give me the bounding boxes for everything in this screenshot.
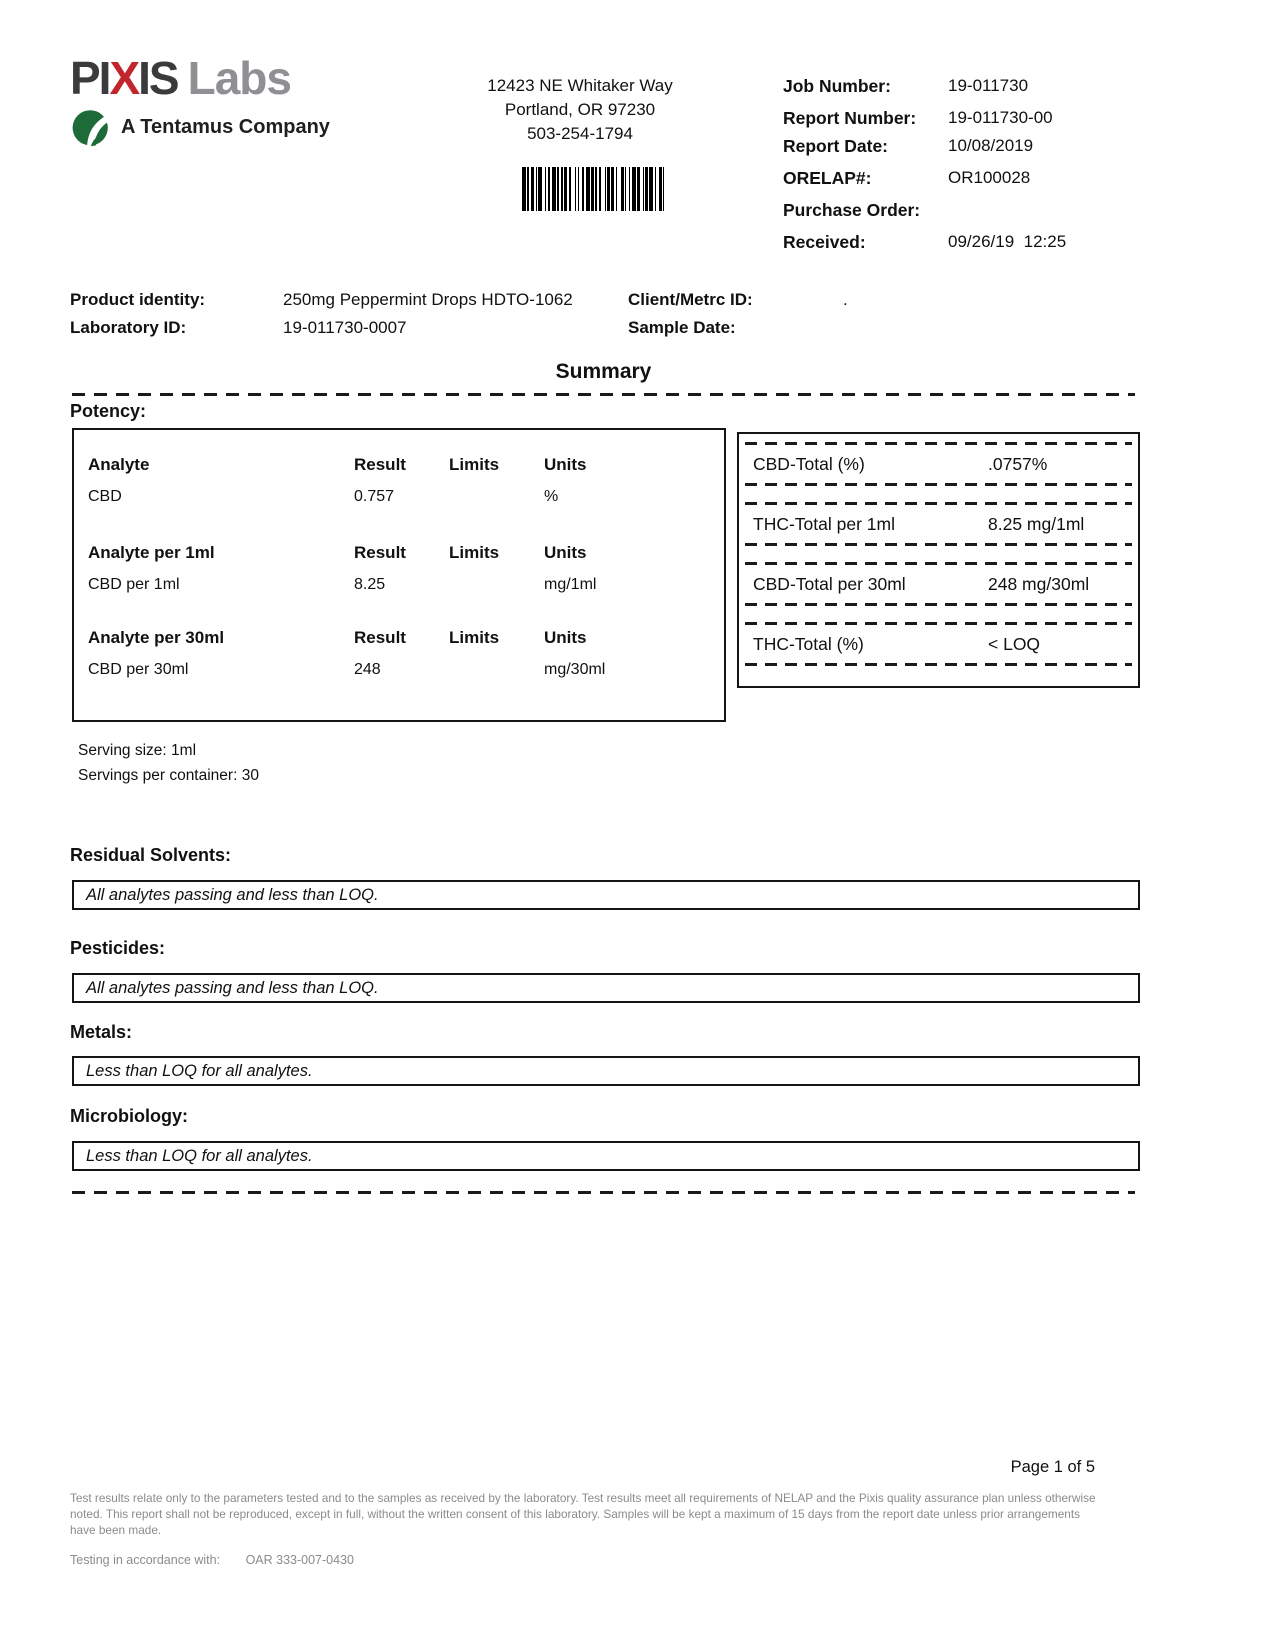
job-number-value: 19-011730 — [948, 76, 1029, 95]
lab-address — [420, 74, 740, 146]
page-number: Page 1 of 5 — [1010, 1458, 1095, 1476]
logo-text-labs: Labs — [187, 52, 291, 104]
total-value: 8.25 mg/1ml — [988, 514, 1085, 534]
metals-result-box — [72, 1056, 1140, 1086]
col-header-units: Units — [544, 628, 587, 647]
metals-heading: Metals: — [70, 1022, 133, 1042]
summary-title: Summary — [555, 360, 652, 383]
potency-totals-box — [737, 432, 1140, 688]
analyte-units: mg/1ml — [544, 576, 597, 593]
report-date-value: 10/08/2019 — [948, 136, 1034, 155]
laboratory-id-label: Laboratory ID: — [70, 318, 187, 337]
metals-result: Less than LOQ for all analytes. — [86, 1062, 313, 1080]
purchase-order-label: Purchase Order: — [783, 200, 921, 220]
report-number-value: 19-011730-00 — [948, 108, 1053, 127]
microbiology-result: Less than LOQ for all analytes. — [86, 1147, 313, 1165]
analyte-result: 8.25 — [354, 576, 386, 593]
sample-date-label: Sample Date: — [628, 318, 736, 337]
analyte-name: CBD — [88, 488, 122, 505]
logo-text-is: IS — [138, 52, 178, 104]
residual-solvents-heading: Residual Solvents: — [70, 845, 232, 865]
report-number-label: Report Number: — [783, 108, 917, 128]
residual-solvents-result: All analytes passing and less than LOQ. — [86, 886, 379, 904]
col-header-result: Result — [354, 455, 406, 474]
col-header-analyte-30ml: Analyte per 30ml — [88, 628, 225, 647]
total-label: THC-Total (%) — [753, 634, 864, 654]
potency-heading: Potency: — [70, 401, 147, 421]
servings-per-container: Servings per container: 30 — [78, 767, 259, 784]
total-row-cbd-percent — [745, 442, 1132, 486]
product-identity-label: Product identity: — [70, 290, 206, 309]
logo-tagline-row — [70, 107, 330, 147]
orelap-label: ORELAP#: — [783, 168, 872, 188]
analyte-result: 0.757 — [354, 488, 395, 505]
total-value: < LOQ — [988, 634, 1041, 654]
pesticides-result: All analytes passing and less than LOQ. — [86, 979, 379, 997]
address-city: Portland, OR 97230 — [504, 100, 656, 119]
client-metrc-value: . — [843, 290, 848, 309]
testing-accordance-row — [70, 1553, 354, 1567]
tentamus-leaf-icon — [70, 107, 112, 147]
orelap-value: OR100028 — [948, 168, 1031, 187]
analyte-units: % — [544, 488, 559, 505]
col-header-units: Units — [544, 543, 587, 562]
logo-text-x: X — [109, 52, 139, 104]
total-row-thc-percent — [745, 622, 1132, 666]
col-header-result: Result — [354, 628, 406, 647]
col-header-limits: Limits — [449, 543, 500, 562]
testing-accordance-value: OAR 333-007-0430 — [245, 1553, 354, 1567]
total-value: 248 mg/30ml — [988, 574, 1090, 594]
address-phone: 503-254-1794 — [527, 124, 633, 143]
logo-text-pi: PI — [70, 52, 110, 104]
col-header-analyte-1ml: Analyte per 1ml — [88, 543, 215, 562]
col-header-limits: Limits — [449, 455, 500, 474]
microbiology-result-box — [72, 1141, 1140, 1171]
dashed-separator-top — [72, 393, 1135, 396]
potency-analyte-table — [72, 428, 726, 722]
footer-disclaimer: Test results relate only to the parameters tested and to the samples as received by the laboratory. Test results meet all requirements of NELAP and the Pixis quality assurance plan unless otherwise noted. This report shall not be reproduced, except in full, without the written consent of this laboratory. Samples will be kept a maximum of 15 days from the report date unless prior arrangements have been made. — [70, 1491, 1096, 1537]
analyte-name: CBD per 30ml — [88, 661, 189, 678]
residual-solvents-result-box — [72, 880, 1140, 910]
analyte-name: CBD per 1ml — [88, 576, 180, 593]
address-street: 12423 NE Whitaker Way — [487, 76, 673, 95]
barcode — [522, 167, 668, 211]
logo-wordmark — [70, 52, 330, 104]
dashed-separator-bottom — [72, 1191, 1135, 1194]
job-number-label: Job Number: — [783, 76, 891, 96]
analyte-result: 248 — [354, 661, 381, 678]
col-header-result: Result — [354, 543, 406, 562]
serving-size: Serving size: 1ml — [78, 742, 197, 759]
microbiology-heading: Microbiology: — [70, 1106, 188, 1126]
received-label: Received: — [783, 232, 866, 252]
logo-tagline: A Tentamus Company — [121, 115, 330, 138]
total-label: CBD-Total per 30ml — [753, 574, 906, 594]
client-metrc-label: Client/Metrc ID: — [628, 290, 753, 309]
total-value: .0757% — [988, 454, 1048, 474]
product-identity-value: 250mg Peppermint Drops HDTO-1062 — [283, 290, 573, 309]
total-row-thc-per-1ml — [745, 502, 1132, 546]
pesticides-result-box — [72, 973, 1140, 1003]
col-header-units: Units — [544, 455, 587, 474]
total-label: THC-Total per 1ml — [753, 514, 895, 534]
laboratory-id-value: 19-011730-0007 — [283, 318, 407, 337]
col-header-analyte: Analyte — [88, 455, 150, 474]
received-value: 09/26/19 12:25 — [948, 232, 1067, 251]
barcode-bar — [664, 167, 668, 211]
col-header-limits: Limits — [449, 628, 500, 647]
pesticides-heading: Pesticides: — [70, 938, 166, 958]
report-date-label: Report Date: — [783, 136, 889, 156]
total-row-cbd-per-30ml — [745, 562, 1132, 606]
analyte-units: mg/30ml — [544, 661, 606, 678]
pixis-labs-logo — [70, 52, 330, 147]
testing-accordance-label: Testing in accordance with: — [70, 1553, 221, 1567]
total-label: CBD-Total (%) — [753, 454, 865, 474]
